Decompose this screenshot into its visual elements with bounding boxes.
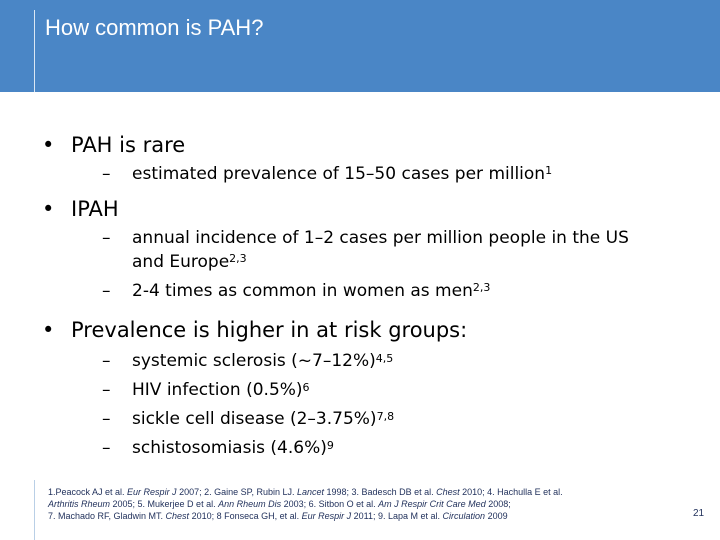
journal-name: Am J Respir Crit Care Med [378, 499, 486, 509]
sub-bullet-sickle-cell [102, 405, 702, 434]
bullet-dot: • [42, 318, 55, 342]
reference-text: 1998; 3. Badesch DB et al. [324, 487, 437, 497]
slide-title: How common is PAH? [45, 15, 264, 40]
reference-superscript: 7,8 [376, 410, 395, 423]
journal-name: Circulation [442, 511, 486, 521]
journal-name: Ann Rheum Dis [218, 499, 282, 509]
reference-text: 2011; 9. Lapa M et al. [351, 511, 443, 521]
sub-bullet-text: annual incidence of 1–2 cases per million people in the US and Europe [132, 228, 629, 272]
sub-list [102, 226, 702, 303]
sub-bullet-text: schistosomiasis (4.6%) [132, 438, 327, 458]
reference-superscript: 4,5 [375, 352, 394, 365]
footer-divider [34, 480, 35, 540]
bullet-pah-rare [42, 132, 702, 186]
reference-superscript: 2,3 [229, 252, 247, 265]
sub-bullet-dash: – [102, 409, 111, 429]
sub-bullet-systemic-sclerosis [102, 347, 702, 376]
sub-bullet-text: estimated prevalence of 15–50 cases per million [132, 164, 546, 184]
reference-text: 2003; 6. Sitbon O et al. [281, 499, 379, 509]
sub-list [102, 347, 702, 463]
title-bar [0, 0, 720, 92]
bullet-text: PAH is rare [71, 133, 186, 157]
sub-bullet-text: 2-4 times as common in women as men [132, 281, 473, 301]
sub-bullet-dash: – [102, 228, 111, 248]
sub-list [102, 162, 702, 186]
page-number: 21 [693, 508, 705, 519]
journal-name: Chest [436, 487, 460, 497]
sub-bullet-dash: – [102, 438, 111, 458]
sub-bullet-incidence [102, 226, 662, 274]
reference-text: 2010; 8 Fonseca GH, et al. [189, 511, 302, 521]
bullet-dot: • [42, 133, 55, 157]
bullet-list [42, 132, 702, 463]
sub-bullet-text: systemic sclerosis (~7–12%) [132, 351, 376, 371]
reference-line [48, 486, 688, 498]
bullet-ipah [42, 196, 702, 303]
reference-superscript: 9 [326, 439, 334, 452]
reference-superscript: 2,3 [472, 281, 491, 294]
header-divider [34, 10, 35, 92]
sub-bullet-text: HIV infection (0.5%) [132, 380, 303, 400]
sub-bullet-prevalence [102, 162, 702, 186]
sub-bullet-dash: – [102, 380, 111, 400]
bullet-risk-groups [42, 317, 702, 463]
sub-bullet-women-men [102, 279, 702, 303]
bullet-text: IPAH [71, 197, 119, 221]
bullet-text: Prevalence is higher in at risk groups: [71, 318, 468, 342]
reference-line [48, 510, 688, 522]
sub-bullet-dash: – [102, 351, 111, 371]
reference-superscript: 6 [302, 381, 310, 394]
journal-name: Eur Respir J [127, 487, 177, 497]
reference-line [48, 498, 688, 510]
reference-superscript: 1 [545, 164, 553, 177]
reference-text: 2009 [485, 511, 508, 521]
sub-bullet-dash: – [102, 281, 111, 301]
journal-name: Eur Respir J [301, 511, 352, 521]
journal-name: Lancet [296, 487, 325, 497]
reference-text: 2007; 2. Gaine SP, Rubin LJ. [176, 487, 297, 497]
sub-bullet-hiv [102, 376, 702, 405]
sub-bullet-schistosomiasis [102, 434, 702, 463]
sub-bullet-dash: – [102, 164, 111, 184]
references-footer [48, 486, 688, 522]
reference-text: 2005; 5. Mukerjee D et al. [110, 499, 219, 509]
reference-text: 2010; 4. Hachulla E et al. [459, 487, 563, 497]
journal-name: Arthritis Rheum [48, 499, 111, 509]
sub-bullet-text: sickle cell disease (2–3.75%) [132, 409, 377, 429]
reference-text: 2008; [485, 499, 511, 509]
journal-name: Chest [165, 511, 190, 521]
reference-text: 7. Machado RF, Gladwin MT. [48, 511, 166, 521]
reference-text: 1.Peacock AJ et al. [48, 487, 128, 497]
bullet-dot: • [42, 197, 55, 221]
